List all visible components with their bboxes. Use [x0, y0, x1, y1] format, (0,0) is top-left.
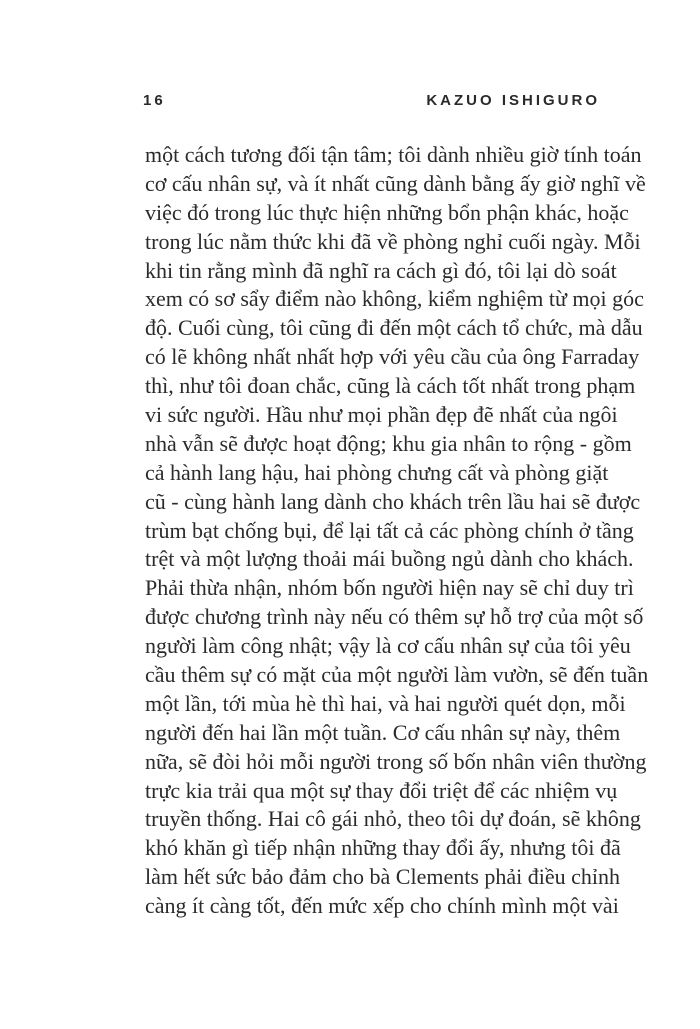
text-line: khi tin rằng mình đã nghĩ ra cách gì đó, tôi lại dò soát: [145, 257, 617, 283]
running-header: [143, 92, 600, 114]
text-line: trệt và một lượng thoải mái buồng ngủ dành cho khách.: [145, 546, 634, 572]
text-line: người làm công nhật; vậy là cơ cấu nhân sự của tôi yêu: [145, 633, 631, 659]
text-line: Phải thừa nhận, nhóm bốn người hiện nay sẽ chỉ duy trì: [145, 575, 634, 601]
running-title: KAZUO ISHIGURO: [426, 92, 600, 109]
text-line: trực kia trải qua một sự thay đổi triệt để các nhiệm vụ: [145, 777, 618, 803]
text-line: xem có sơ sẩy điểm nào không, kiểm nghiệm từ mọi góc: [145, 286, 644, 312]
text-line: trùm bạt chống bụi, để lại tất cả các phòng chính ở tầng: [145, 517, 634, 543]
text-line: làm hết sức bảo đảm cho bà Clements phải điều chỉnh: [145, 864, 621, 890]
text-line: khó khăn gì tiếp nhận những thay đổi ấy, nhưng tôi đã: [145, 835, 621, 861]
text-line: độ. Cuối cùng, tôi cũng đi đến một cách tổ chức, mà dẫu: [145, 315, 643, 341]
text-line: nữa, sẽ đòi hỏi mỗi người trong số bốn nhân viên thường: [145, 748, 647, 774]
body-text: [145, 141, 649, 921]
text-line: thì, như tôi đoan chắc, cũng là cách tốt nhất trong phạm: [145, 373, 636, 399]
text-line: cơ cấu nhân sự, và ít nhất cũng dành bằng ấy giờ nghĩ về: [145, 170, 646, 196]
text-line: nhà vẫn sẽ được hoạt động; khu gia nhân to rộng - gồm: [145, 430, 632, 456]
text-line: trong lúc nằm thức khi đã về phòng nghỉ cuối ngày. Mỗi: [145, 228, 641, 254]
text-line: càng ít càng tốt, đến mức xếp cho chính mình một vài: [145, 893, 619, 919]
text-line: người đến hai lần một tuần. Cơ cấu nhân sự này, thêm: [145, 719, 621, 745]
text-line: việc đó trong lúc thực hiện những bổn phận khác, hoặc: [145, 199, 629, 225]
text-line: cả hành lang hậu, hai phòng chưng cất và phòng giặt: [145, 459, 609, 485]
text-line: được chương trình này nếu có thêm sự hỗ trợ của một số: [145, 604, 644, 630]
text-line: một lần, tới mùa hè thì hai, và hai người quét dọn, mỗi: [145, 690, 626, 716]
text-line: cũ - cùng hành lang dành cho khách trên lầu hai sẽ được: [145, 488, 641, 514]
text-line: truyền thống. Hai cô gái nhỏ, theo tôi dự đoán, sẽ không: [145, 806, 641, 832]
text-line: có lẽ không nhất nhất hợp với yêu cầu của ông Farraday: [145, 344, 640, 370]
text-line: một cách tương đối tận tâm; tôi dành nhiều giờ tính toán: [145, 142, 642, 167]
text-line: vi sức người. Hầu như mọi phần đẹp đẽ nhất của ngôi: [145, 402, 618, 428]
text-line: cầu thêm sự có mặt của một người làm vườn, sẽ đến tuần: [145, 662, 649, 688]
page-number: 16: [143, 92, 166, 109]
